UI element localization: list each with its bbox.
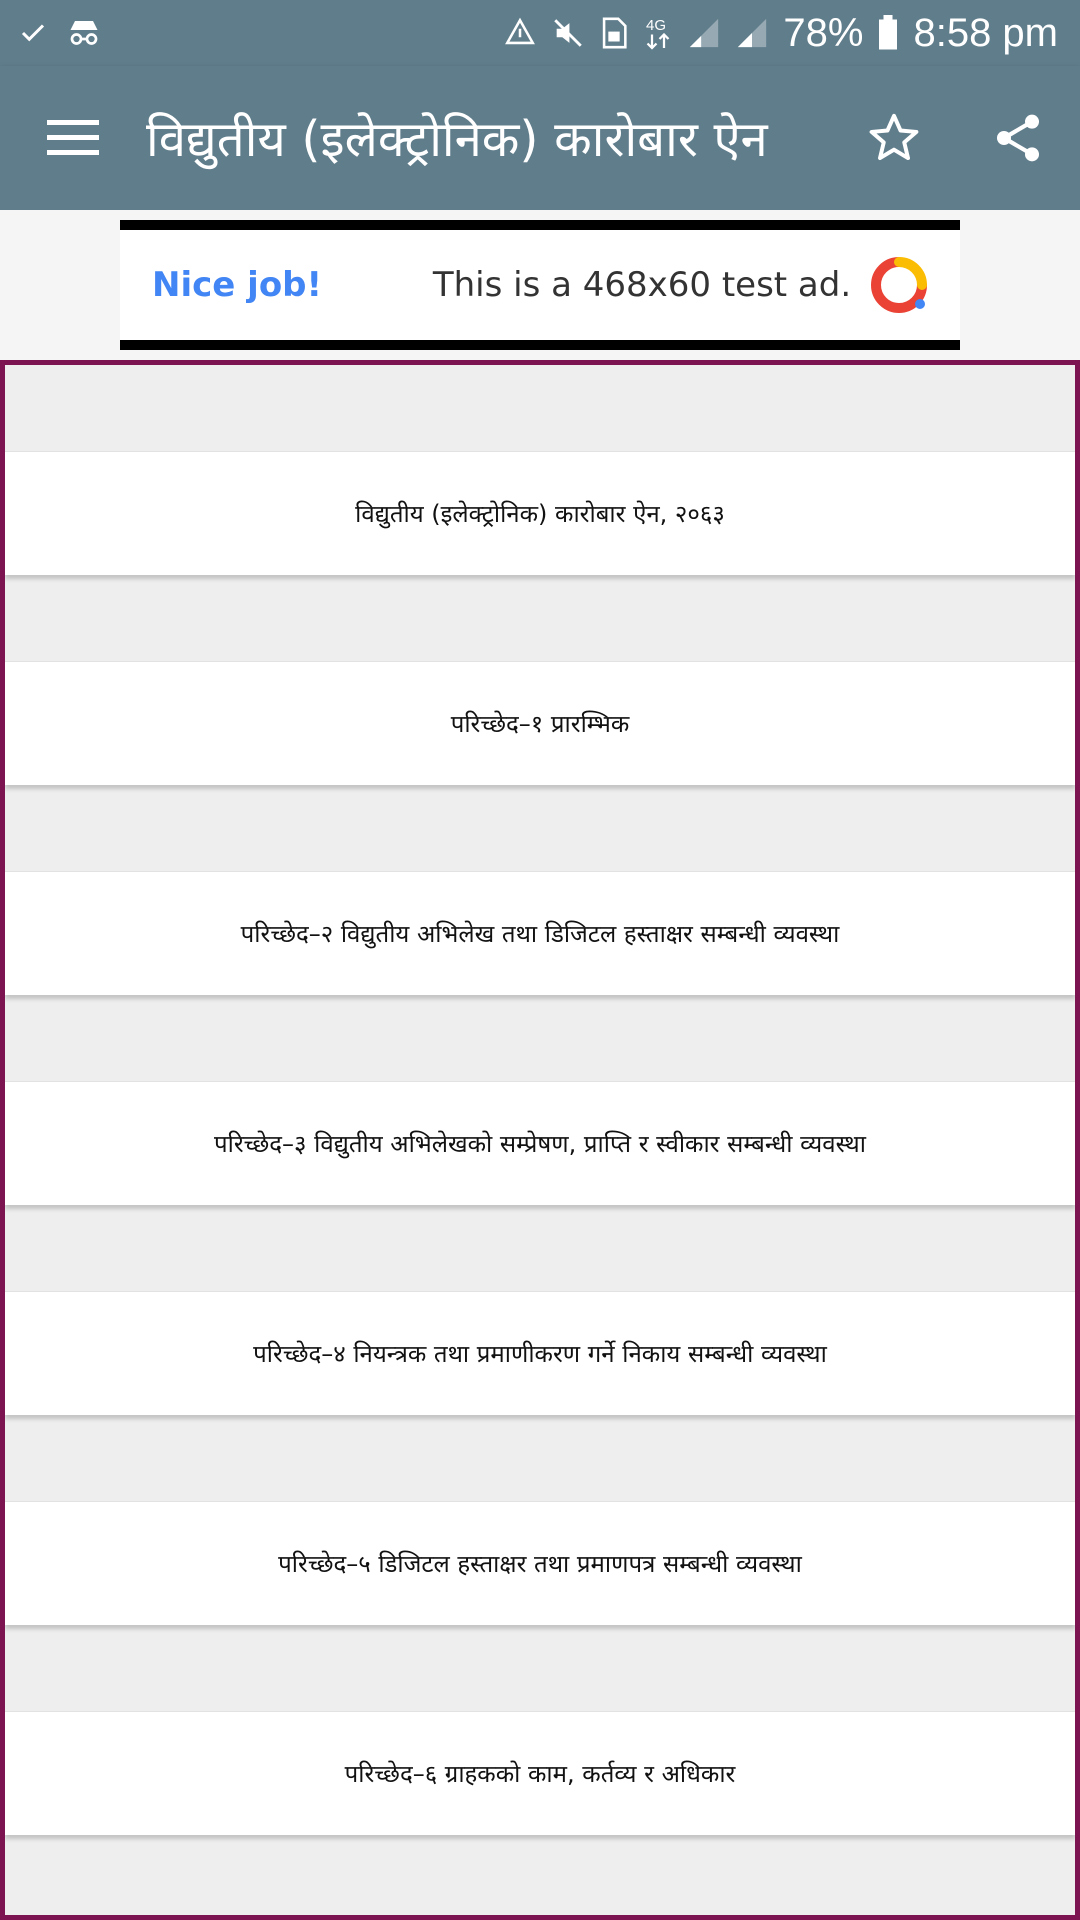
list-item-label: परिच्छेद–४ नियन्त्रक तथा प्रमाणीकरण गर्ने निकाय सम्बन्धी व्यवस्था [253, 1340, 827, 1368]
menu-button[interactable] [0, 66, 146, 210]
hamburger-icon [47, 118, 99, 158]
star-icon [866, 110, 922, 166]
share-button[interactable] [956, 66, 1080, 210]
app-bar [0, 66, 1080, 210]
check-icon [18, 18, 48, 48]
list-item-chapter-1[interactable] [5, 661, 1075, 785]
list-spacer [5, 365, 1075, 451]
ad-text: This is a 468x60 test ad. [432, 265, 852, 305]
list-item-label: परिच्छेद–६ ग्राहकको काम, कर्तव्य र अधिकार [344, 1760, 736, 1788]
signal-icon [687, 16, 721, 50]
list-item-chapter-4[interactable] [5, 1291, 1075, 1415]
list-item-chapter-3[interactable] [5, 1081, 1075, 1205]
status-bar [0, 0, 1080, 66]
list-item-act-title[interactable] [5, 451, 1075, 575]
list-spacer [5, 995, 1075, 1081]
list-item-chapter-2[interactable] [5, 871, 1075, 995]
list-spacer [5, 1415, 1075, 1501]
battery-icon [877, 15, 899, 51]
data-saver-icon [503, 16, 537, 50]
battery-percent: 78% [783, 10, 864, 55]
list-item-label: परिच्छेद–२ विद्युतीय अभिलेख तथा डिजिटल हस्ताक्षर सम्बन्धी व्यवस्था [240, 920, 840, 948]
mute-icon [551, 16, 585, 50]
list-item-label: परिच्छेद–१ प्रारम्भिक [450, 710, 630, 738]
network-type-icon [643, 15, 673, 51]
signal-icon-2 [735, 16, 769, 50]
list-spacer [5, 785, 1075, 871]
chapter-list [0, 360, 1080, 1920]
list-item-label: परिच्छेद–३ विद्युतीय अभिलेखको सम्प्रेषण, प्राप्ति र स्वीकार सम्बन्धी व्यवस्था [213, 1130, 866, 1158]
list-spacer [5, 1625, 1075, 1711]
ad-nice-text: Nice job! [152, 265, 323, 305]
ad-logo-icon [870, 256, 928, 314]
list-spacer [5, 575, 1075, 661]
incognito-icon [66, 15, 102, 51]
list-item-label: परिच्छेद–५ डिजिटल हस्ताक्षर तथा प्रमाणपत्र सम्बन्धी व्यवस्था [278, 1550, 802, 1578]
clock: 8:58 pm [913, 10, 1058, 55]
network-type-label: 4G [646, 17, 667, 34]
list-spacer [5, 1835, 1075, 1920]
list-item-chapter-5[interactable] [5, 1501, 1075, 1625]
page-title: विद्युतीय (इलेक्ट्रोनिक) कारोबार ऐन [146, 111, 768, 168]
sim-icon [599, 16, 629, 50]
favorite-button[interactable] [832, 66, 956, 210]
ad-area [0, 210, 1080, 360]
list-spacer [5, 1205, 1075, 1291]
share-icon [990, 110, 1046, 166]
list-item-chapter-6[interactable] [5, 1711, 1075, 1835]
list-item-label: विद्युतीय (इलेक्ट्रोनिक) कारोबार ऐन, २०६३ [355, 500, 725, 528]
ad-banner[interactable] [120, 220, 960, 350]
